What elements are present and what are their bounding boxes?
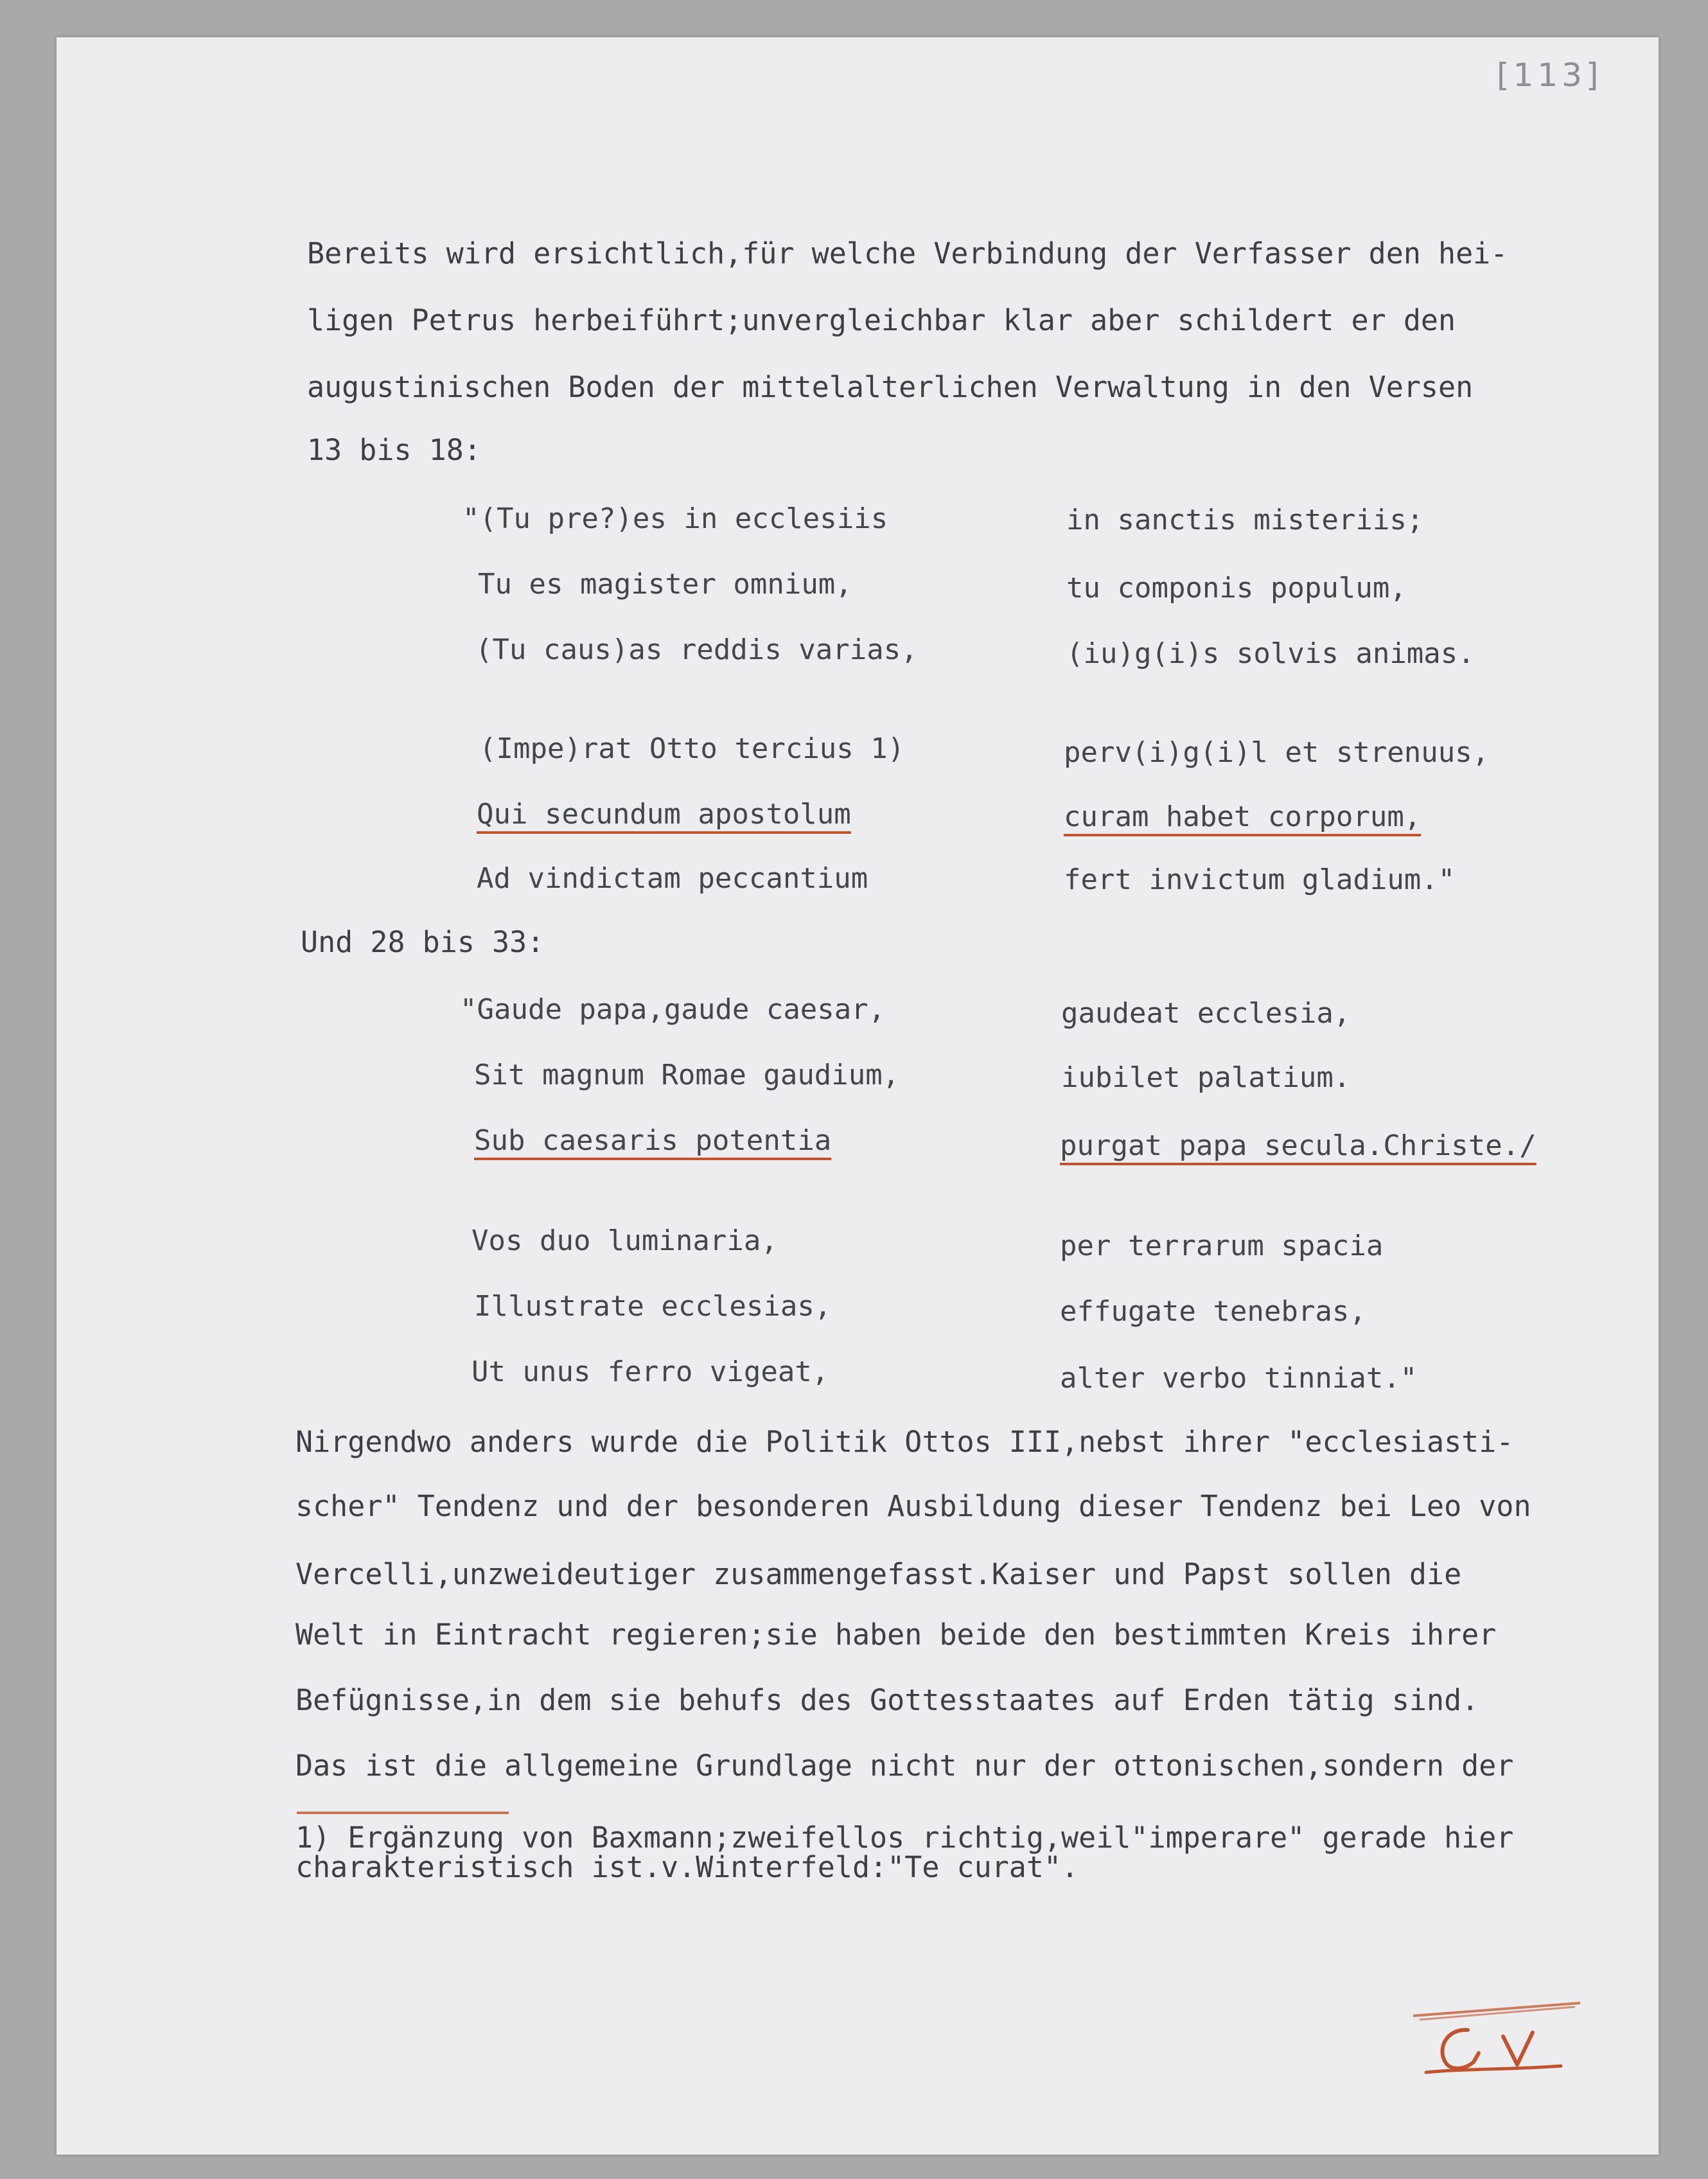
- verse-16-right: perv(i)g(i)l et strenuus,: [1064, 736, 1490, 769]
- verse-14-left: Tu es magister omnium,: [478, 568, 852, 601]
- verse-32-left: Illustrate ecclesias,: [474, 1290, 832, 1323]
- footnote-rule: [297, 1812, 509, 1814]
- paragraph2-line-2: scher" Tendenz und der besonderen Ausbildung dieser Tendenz bei Leo von: [295, 1489, 1531, 1523]
- paragraph2-line-4: Welt in Eintracht regieren;sie haben beide den bestimmten Kreis ihrer: [295, 1618, 1497, 1652]
- verse-13-right: in sanctis misteriis;: [1066, 504, 1424, 536]
- verse-31-right: per terrarum spacia: [1060, 1230, 1384, 1262]
- paragraph1-line-2: ligen Petrus herbeiführt;unvergleichbar klar aber schildert er den: [307, 303, 1456, 337]
- paragraph2-line-5: Befügnisse,in dem sie behufs des Gottesstaates auf Erden tätig sind.: [295, 1683, 1479, 1717]
- verse-16-left: (Impe)rat Otto tercius 1): [479, 732, 905, 765]
- verse-13-left: "(Tu pre?)es in ecclesiis: [462, 502, 888, 535]
- verse-14-right: tu componis populum,: [1066, 572, 1407, 604]
- verse-30-right: purgat papa secula.Christe./: [1060, 1129, 1536, 1162]
- paragraph2-line-1: Nirgendwo anders wurde die Politik Ottos III,nebst ihrer "ecclesiasti-: [295, 1425, 1514, 1459]
- verse-17-right: curam habet corporum,: [1064, 800, 1422, 833]
- red-pencil-initials-icon: [1407, 1998, 1599, 2081]
- verse-31-left: Vos duo luminaria,: [471, 1224, 778, 1257]
- verse-17-left: Qui secundum apostolum: [477, 798, 851, 831]
- footnote-line-2: charakteristisch ist.v.Winterfeld:"Te curat".: [295, 1850, 1079, 1884]
- verse-18-left: Ad vindictam peccantium: [477, 862, 868, 895]
- paragraph1-line-3: augustinischen Boden der mittelalterlichen Verwaltung in den Versen: [307, 370, 1474, 404]
- paragraph1-line-4: 13 bis 18:: [307, 433, 481, 467]
- verse-28-left: "Gaude papa,gaude caesar,: [460, 993, 886, 1026]
- verse-28-right: gaudeat ecclesia,: [1061, 997, 1351, 1030]
- verse-32-right: effugate tenebras,: [1060, 1295, 1366, 1328]
- verse-33-right: alter verbo tinniat.": [1060, 1362, 1418, 1395]
- verse-15-left: (Tu caus)as reddis varias,: [475, 633, 918, 666]
- verse-18-right: fert invictum gladium.": [1064, 863, 1456, 896]
- footnote-line-1: 1) Ergänzung von Baxmann;zweifellos richtig,weil"imperare" gerade hier: [295, 1821, 1514, 1855]
- page-number: [113]: [1497, 57, 1603, 94]
- paragraph1-line-1: Bereits wird ersichtlich,für welche Verbindung der Verfasser den hei-: [307, 236, 1508, 270]
- verse-33-left: Ut unus ferro vigeat,: [471, 1355, 829, 1388]
- paragraph2-line-3: Vercelli,unzweideutiger zusammengefasst.Kaiser und Papst sollen die: [295, 1557, 1462, 1591]
- verse-range-heading: Und 28 bis 33:: [301, 925, 545, 959]
- verse-15-right: (iu)g(i)s solvis animas.: [1066, 637, 1475, 670]
- verse-30-left: Sub caesaris potentia: [474, 1124, 832, 1157]
- verse-29-right: iubilet palatium.: [1061, 1061, 1351, 1094]
- paragraph2-line-6: Das ist die allgemeine Grundlage nicht nur der ottonischen,sondern der: [295, 1749, 1514, 1783]
- verse-29-left: Sit magnum Romae gaudium,: [474, 1059, 900, 1091]
